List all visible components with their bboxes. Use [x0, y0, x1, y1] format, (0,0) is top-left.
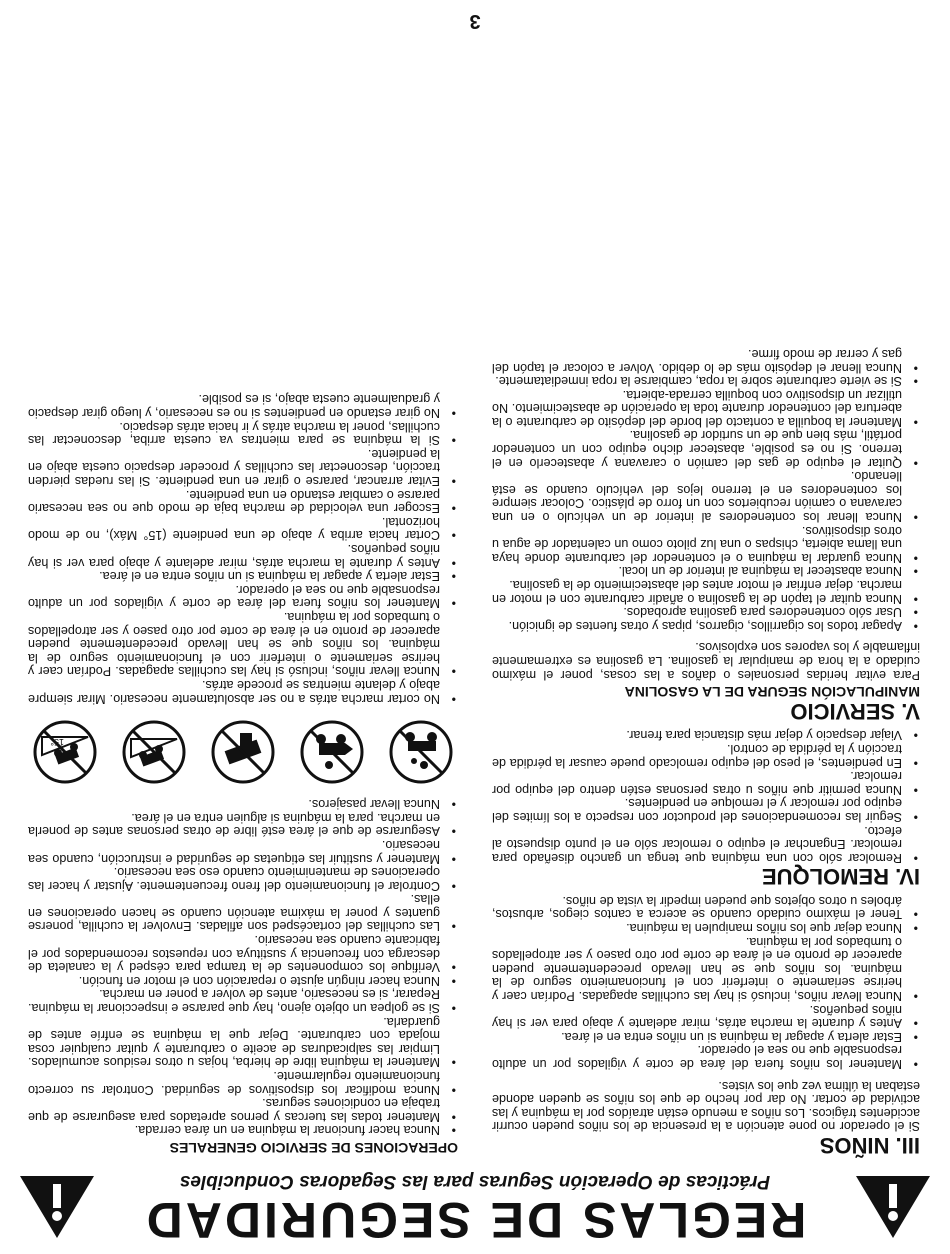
no-passengers-icon — [388, 719, 454, 785]
list-item: • En pendientes, el peso del equipo remolcado puede causar la pérdida de tracción y la pérdida de control. — [492, 741, 920, 768]
remolque-list — [492, 728, 920, 864]
no-hands-under-deck-icon — [210, 719, 276, 785]
list-item: • Mantener la máquina libre de hierba, hojas u otros residuos acumulados. Limpiar las salpicaduras de aceite o carburante y quitar cualquier cosa mojada con carburante. Dejar que la máquina se enfríe antes de guardarla. — [28, 1014, 458, 1068]
list-item: • Nunca llevar niños, inclusó si hay las cuchillas apagadas. Podrían caer y herirse seriamente o interferir con el funcionamiento seguro de la máquina. los niños que se han llevado precedentemente pueden aparecer de pronto en el área de corte por otro paseo y ser atropellados o tumbados por la máquina. — [28, 609, 458, 677]
list-item: • No cortar marcha atrás a no ser absolutamente necesario. Mirar siempre abajo y delante mientras se procede atrás. — [28, 677, 458, 704]
list-item: • Las cuchillas del cortacésped son afiladas. Envolver la cuchilla, ponerse guantes y poner la máxima atención cuando se hacen operaciones en ellas. — [28, 892, 458, 933]
list-item: • Apagar todos los cigarrillos, cigarros, pipas y otras fuentes de ignición. — [492, 618, 920, 632]
list-item: • Nunca abastecer la máquina al interior de un local. — [492, 564, 920, 578]
list-item: • Escoger una velocidad de marcha baja de modo que no sea necesario pararse o cambiar estando en una pendiente. — [28, 487, 458, 514]
section-servicio-heading: V. SERVICIO — [790, 698, 920, 724]
slope-rollover-icon — [121, 719, 187, 785]
operacion-pendientes-list — [28, 392, 458, 705]
list-item: • Cortar hacia arriba y abajo de una pendiente (15° Máx), no de modo horizontal. — [28, 514, 458, 541]
operaciones-heading: OPERACIONES DE SERVICIO GENERALES — [169, 1140, 458, 1156]
list-item: • Nunca llenar el depósito más de lo debido. Volver a colocar el tapón del gas y cerrar de modo firme. — [492, 346, 920, 373]
list-item: • Nunca hacer ningún ajuste o reparación con el motor en función. — [28, 973, 458, 987]
list-item: • Nunca llevar pasajeros. — [28, 797, 458, 811]
list-item: • Estar alerta y apagar la máquina si un niños entra en el área. — [28, 569, 458, 583]
list-item: • Nunca llevar niños, inclusó si hay las cuchillas apagadas. Podrían caer y herirse seriamente o interferir con el funcionamiento seguro de la máquina. los niños que se han llevado precedentemente pueden aparecer de pronto en el área de corte por otro paseo y ser atropellados o tumbados por la máquina. — [492, 934, 920, 1002]
list-item: • Nunca llenar los contenedores al interior de un vehículo o en una caravana o camión recubiertos con un forro de plástico. Colocar siempre los contenedores en el terreno lejos del vehículo cuando se está llenando. — [492, 469, 920, 523]
section-ninos-heading: III. NIÑOS — [819, 1133, 920, 1158]
right-column — [28, 382, 458, 1158]
list-item: • Si la máquina se para mientras va cuesta arriba, desconectar las cuchillas, poner la marcha atrás y ir hacia atrás despacio. — [28, 419, 458, 446]
safety-pictograms — [32, 719, 454, 785]
section-remolque-heading: IV. REMOLQUE — [761, 864, 920, 890]
list-item: • Seguir las recomendaciones del productor con respecto a los límites del equipo por remolcar y el remolque en pendientes. — [492, 796, 920, 823]
gasolina-subheading: MANIPULACIÓN SEGURA DE LA GASOLINA — [624, 684, 920, 701]
list-item: • Nunca guardar la máquina o el contenedor del carburante donde haya una llama abierta, chispas o una luz piloto como un calentador de agua u otros dispositivos. — [492, 523, 920, 564]
page-subtitle: Prácticas de Operación Seguras para las Segadoras Conducibles — [179, 1171, 771, 1192]
page-header — [0, 1170, 950, 1246]
list-item: • Quitar el equipo de gas del camión o caravana y abastecerlo en el terreno. Si no es posible, abastecer dicho equipo con un contenedor portátil, más bien que de un surtidor de gasolina. — [492, 428, 920, 469]
left-column — [492, 336, 920, 1158]
list-item: • Mantener y sustituir las etiquetas de seguridad e instrucción, cuando sea necesario. — [28, 837, 458, 864]
list-item: • Si se vierte carburante sobre la ropa, cambiarse la ropa inmediatamente. — [492, 374, 920, 388]
list-item: • Controlar el funcionamiento del freno frecuentemente. Ajustar y hacer las operaciones de mantenimiento cuando eso sea necesario. — [28, 865, 458, 892]
operaciones-list — [28, 797, 458, 1137]
slope-angle-label: 15° — [50, 736, 64, 747]
list-item: • Nunca quitar el tapón de la gasolina o añadir carburante con el motor en marcha. dejar enfriar el motor antes del abastecimiento de la gasolina. — [492, 577, 920, 604]
list-item: • Nunca permitir que niños u otras personas estén dentro del equipo por remolcar. — [492, 769, 920, 796]
list-item: • Nunca dejar que los niños manipulen la máquina. — [492, 921, 920, 935]
ninos-list — [492, 893, 920, 1070]
list-item: • Estar alerta y apagar la máquina si un niños entra en el área. — [492, 1029, 920, 1043]
list-item: • Viajar despacio y dejar más distancia para frenar. — [492, 728, 920, 742]
list-item: • Usar sólo contenedores para gasolina aprobados. — [492, 605, 920, 619]
list-item: • Remolcar sólo con una máquina que tenga un gancho diseñado para remolcar. Enganchar el equipo o remolcar sólo en el punto dispuesto al efecto. — [492, 823, 920, 864]
section-ninos-intro: Si el operador no pone atención a la presencia de los niños pueden ocurrir accidentes trágicos. Los niños a menudo están atraídos por la máquina y las actividad de cortar. No dar por hecho de que los niños se queden adonde estaban la última vez que los vistes. — [492, 1078, 920, 1134]
page-number: 3 — [469, 10, 481, 32]
page-title: REGLAS DE SEGURIDAD — [143, 1192, 807, 1248]
list-item: • Antes y durante la marcha atrás, mirar adelante y abajo para ver si hay niños pequeños. — [492, 1002, 920, 1029]
list-item: • Antes y durante la marcha atrás, mirar adelante y abajo para ver si hay niños pequeños. — [28, 541, 458, 568]
list-item: • Nunca modificar los dispositivos de seguridad. Controlar su correcto funcionamiento regularmente. — [28, 1068, 458, 1095]
gasolina-intro: Para evitar heridas personales o daños a las cosas, poner el máximo cuidado a la hora de manipular la gasolina. La gasolina es extremamente inflamable y los vapores son explosivos. — [492, 640, 920, 682]
list-item: • Tener el máximo cuidado cuando se acerca a cantos ciegos, arbustos, árboles u otros objetos que pueden impedir la vista de niños. — [492, 893, 920, 920]
list-item: • Mantener todas las tuercas y pernos apretados para asegurarse de que trabaja en condiciones seguras. — [28, 1096, 458, 1123]
list-item: • Asegurarse de que el área esté libre de otras personas antes de ponerla en marcha. para la máquina si alguien entra en el área. — [28, 810, 458, 837]
list-item: • Nunca hacer funcionar la máquina en un área cerrada. — [28, 1123, 458, 1137]
list-item: • Evitar arrancar, pararse o girar en una pendiente. Si las ruedas pierden tracción, desconectar las cuchillas y proceder despacio cuesta abajo en la pendiente. — [28, 446, 458, 487]
slope-15-degree-icon — [32, 719, 98, 785]
list-item: • Mantener los niños fuera del área de corte y vigilados por un adulto responsable que no sea el operador. — [492, 1043, 920, 1070]
gasolina-list — [492, 346, 920, 631]
look-behind-reversing-icon — [299, 719, 365, 785]
list-item: • Verifique los componentes de la trampa para césped y la canaleta de descarga con frecuencia y sustituya con repuestos recomendados por el fabricante cuando sea necesario. — [28, 933, 458, 974]
list-item: • Si se golpea un objeto ajeno, hay que pararse e inspeccionar la máquina. Reparar, si es necesario, antes de volver a poner en marcha. — [28, 987, 458, 1014]
list-item: • Mantener los niños fuera del área de corte y vigilados por un adulto responsable que no sea el operador. — [28, 582, 458, 609]
list-item: • No girar estando en pendientes si no es necesario, y luego girar despacio y gradualmente cuesta abajo, si es posible. — [28, 392, 458, 419]
list-item: • Mantener la boquilla a contacto del borde del depósito de carburante o la abertura del contenedor durante toda la operación de abastecimiento. No utilizar un dispositivo con boquilla cerrada-abierta. — [492, 387, 920, 428]
